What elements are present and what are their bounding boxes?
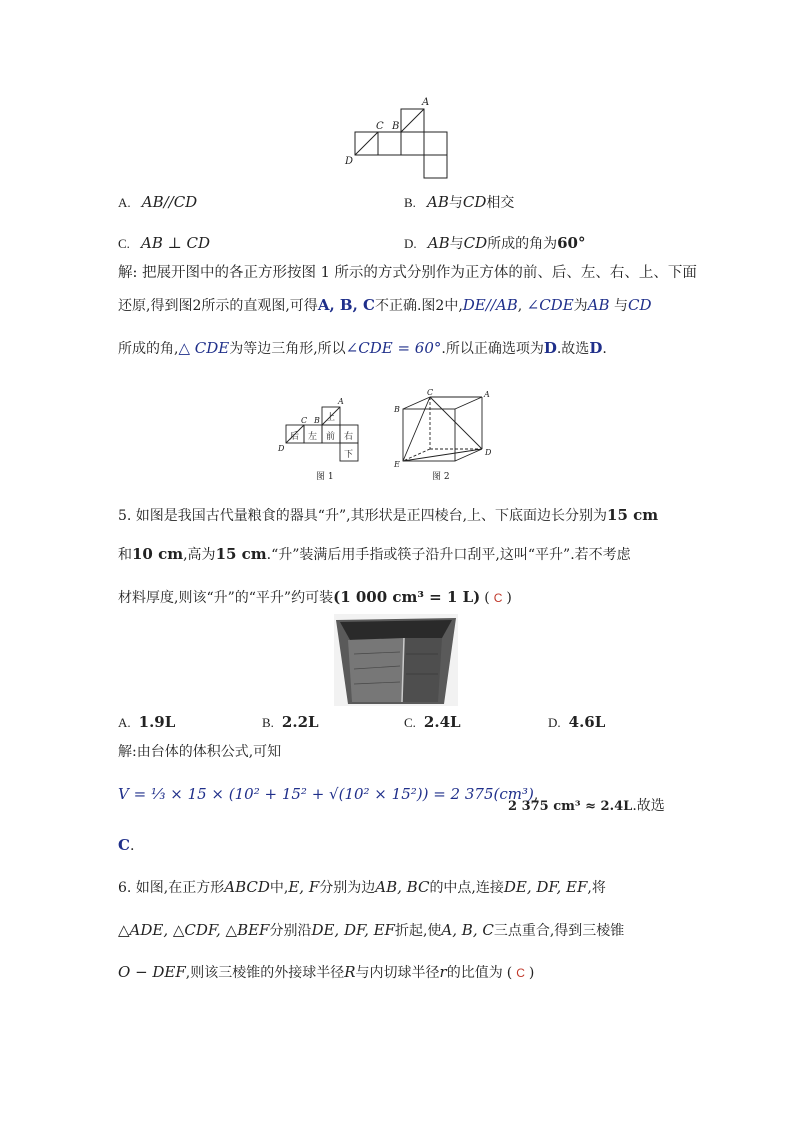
label-d: D bbox=[278, 444, 285, 453]
option-math: CD bbox=[463, 234, 488, 252]
q5-line3: 材料厚度,则该“升”的“平升”约可装(1 000 cm³ = 1 L) ( C ) bbox=[118, 588, 512, 606]
option-text: AB//CD bbox=[141, 193, 198, 211]
net-figure-top bbox=[340, 92, 452, 182]
q4-solution-line2: 还原,得到图2所示的直观图,可得A, B, C不正确.图2中,DE//AB, ∠CDE为AB 与CD bbox=[118, 296, 652, 314]
cell-bottom: 下 bbox=[344, 450, 354, 460]
label-a: A bbox=[338, 397, 344, 406]
q5-solution-choice: C. bbox=[118, 836, 135, 854]
option-text: 与 bbox=[449, 236, 464, 252]
q5-option-a: A. 1.9L bbox=[118, 713, 176, 731]
q6-line2: △ADE, △CDF, △BEF分别沿DE, DF, EF折起,使A, B, C三点重合,得到三棱锥 bbox=[118, 921, 625, 939]
label-b: B bbox=[392, 121, 400, 132]
q5-line2: 和10 cm,高为15 cm.“升”装满后用手指或筷子沿升口刮平,这叫“平升”.若不考虑 bbox=[118, 545, 631, 563]
option-math: CD bbox=[462, 193, 487, 211]
label-b: B bbox=[394, 405, 400, 414]
option-math: AB bbox=[427, 193, 449, 211]
q6-answer: C bbox=[516, 966, 525, 980]
label-b: B bbox=[314, 416, 320, 425]
label-d: D bbox=[485, 448, 492, 457]
label-a: A bbox=[484, 390, 490, 399]
cell-back: 后 bbox=[290, 432, 300, 442]
option-value: 60° bbox=[557, 234, 586, 252]
option-letter: A. bbox=[118, 195, 131, 210]
option-letter: C. bbox=[118, 236, 130, 251]
q5-answer: C bbox=[493, 591, 503, 605]
option-letter: D. bbox=[404, 236, 417, 251]
figure-2-cube bbox=[390, 387, 500, 485]
q5-option-c: C. 2.4L bbox=[404, 713, 461, 731]
q4-option-b bbox=[404, 192, 514, 212]
label-a: A bbox=[422, 97, 430, 108]
q5-solution-line1: 解:由台体的体积公式,可知 bbox=[118, 744, 282, 760]
q4-solution-line1: 解: 把展开图中的各正方形按图 1 所示的方式分别作为正方体的前、后、左、右、上、下面 bbox=[118, 265, 697, 281]
label-c: C bbox=[376, 121, 384, 132]
label-c: C bbox=[301, 416, 308, 425]
option-letter: B. bbox=[404, 195, 416, 210]
figure-1-net bbox=[276, 393, 366, 485]
q5-solution-approx: 2 375 cm³ ≈ 2.4L.故选 bbox=[508, 798, 665, 814]
q5-solution-formula: V = ⅓ × 15 × (10² + 15² + √(10² × 15²)) = 2 375(cm³), bbox=[118, 785, 539, 803]
option-text: 相交 bbox=[486, 195, 515, 211]
cell-front: 前 bbox=[326, 432, 336, 442]
option-text: 所成的角为 bbox=[487, 236, 558, 252]
label-d: D bbox=[345, 156, 354, 167]
cell-left: 左 bbox=[308, 432, 318, 442]
q4-option-a bbox=[118, 192, 197, 211]
q4-solution-line3: 所成的角,△ CDE为等边三角形,所以∠CDE = 60°.所以正确选项为D.故选D. bbox=[118, 339, 607, 357]
sheng-vessel-photo bbox=[334, 614, 458, 706]
option-math: AB bbox=[427, 234, 450, 252]
q4-option-c bbox=[118, 233, 210, 252]
option-text: 与 bbox=[448, 195, 463, 211]
option-text: AB ⊥ CD bbox=[141, 234, 211, 252]
cell-right: 右 bbox=[344, 432, 354, 442]
label-e: E bbox=[394, 460, 400, 469]
caption: 图 1 bbox=[316, 472, 334, 482]
q6-line3: O − DEF,则该三棱锥的外接球半径R与内切球半径r的比值为 ( C ) bbox=[118, 963, 535, 981]
label-c: C bbox=[427, 388, 434, 397]
cell-top: 上 bbox=[326, 413, 336, 423]
q5-option-d: D. 4.6L bbox=[548, 713, 606, 731]
q6-line1: 6. 如图,在正方形ABCD中,E, F分别为边AB, BC的中点,连接DE, DF, EF,将 bbox=[118, 878, 606, 896]
q4-option-d bbox=[404, 233, 585, 253]
caption: 图 2 bbox=[432, 472, 450, 482]
q5-line1: 5. 如图是我国古代量粮食的器具“升”,其形状是正四棱台,上、下底面边长分别为15 cm bbox=[118, 506, 659, 524]
q5-option-b: B. 2.2L bbox=[262, 713, 319, 731]
